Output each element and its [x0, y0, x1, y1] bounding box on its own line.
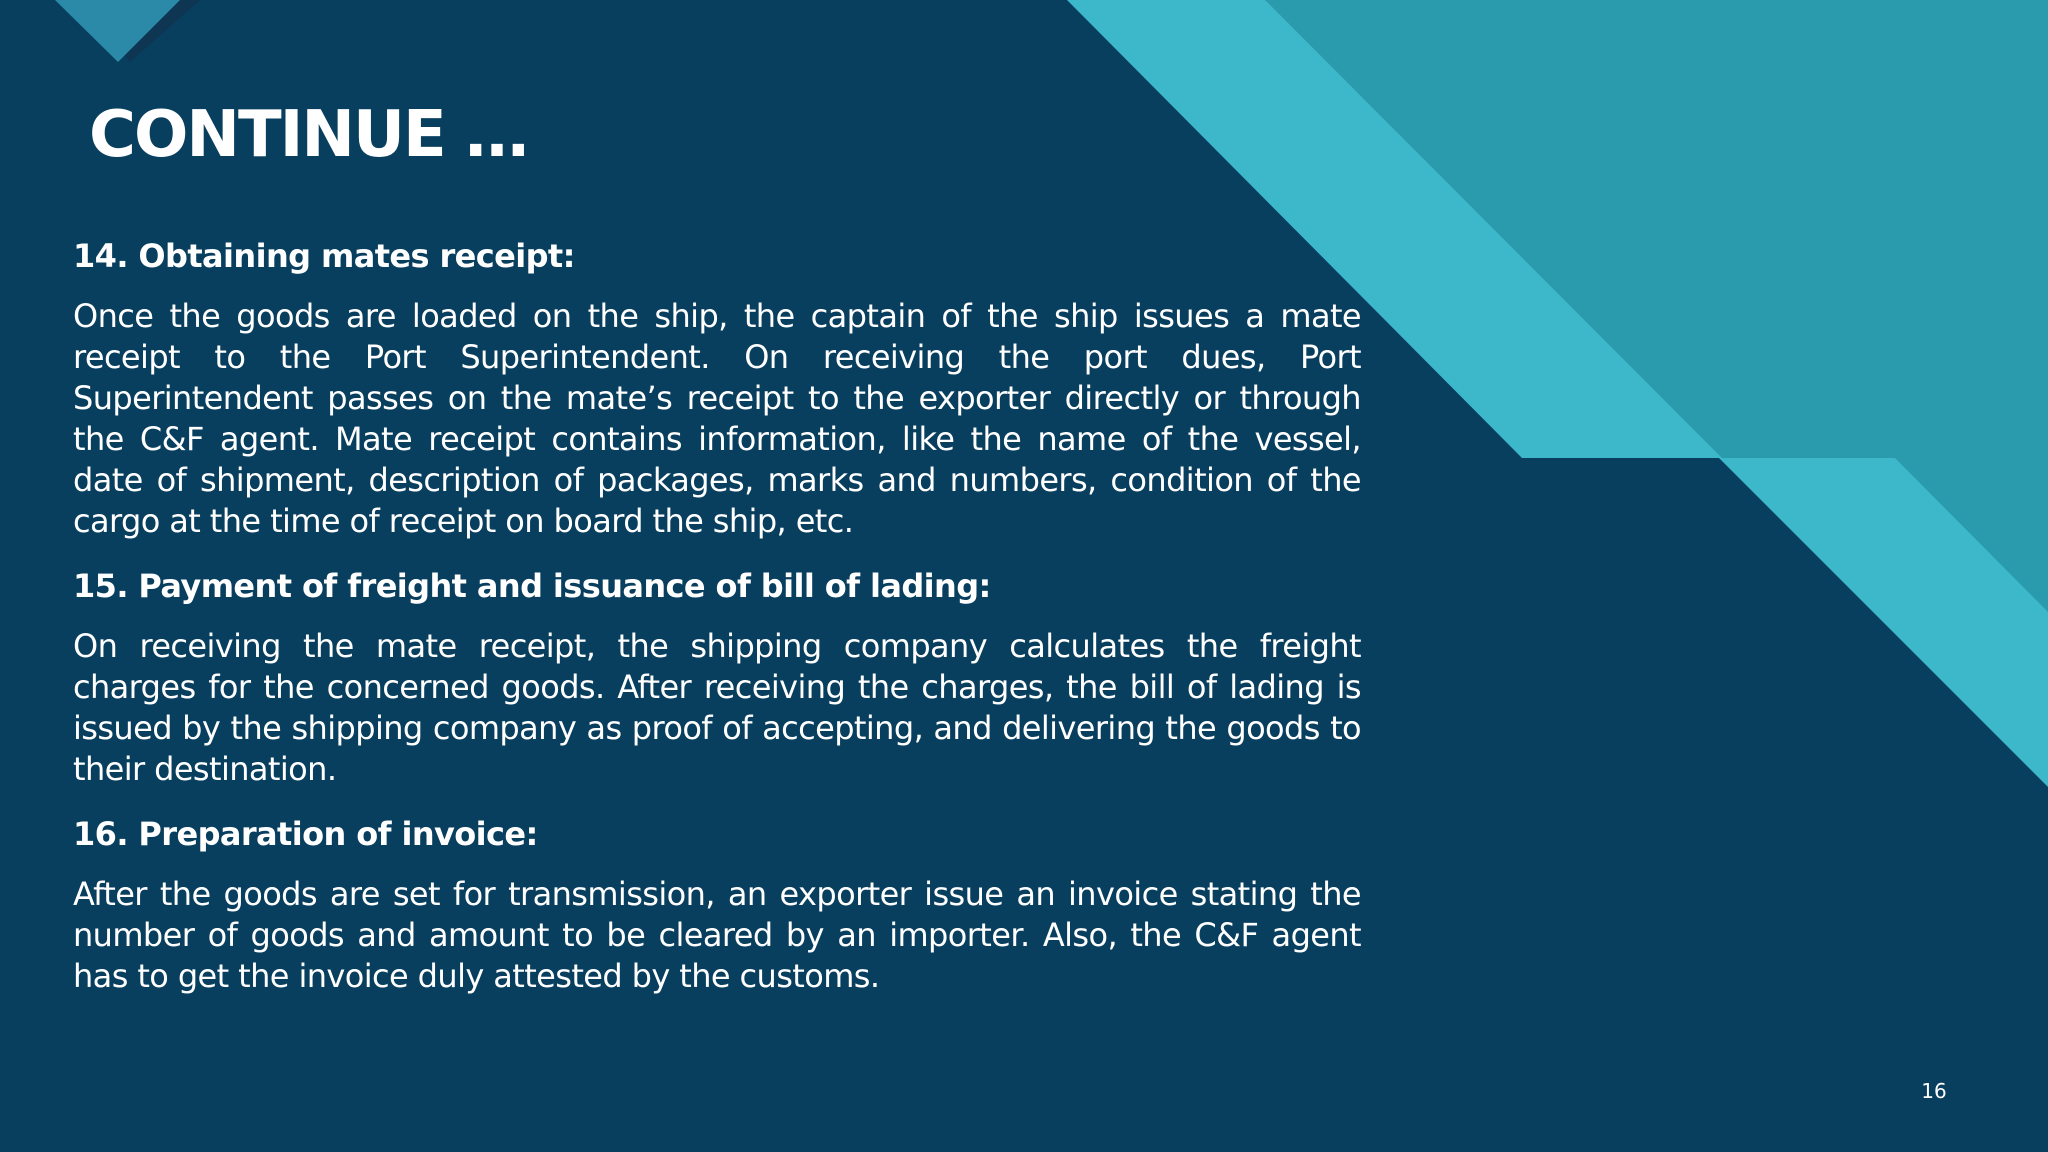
slide-content [73, 230, 1361, 1015]
section-mates-receipt [73, 230, 1361, 542]
section-heading: 14. Obtaining mates receipt: [73, 237, 575, 275]
section-body: On receiving the mate receipt, the shipping company calculates the freight charges for the concerned goods. After receiving the charges, the bill of lading is issued by the shipping company as proof of accepting, and delivering the goods to their destination. [73, 627, 1361, 788]
page-number: 16 [1921, 1079, 1947, 1103]
section-heading: 16. Preparation of invoice: [73, 815, 538, 853]
slide-title: CONTINUE … [89, 98, 527, 172]
section-heading: 15. Payment of freight and issuance of bill of lading: [73, 567, 991, 605]
section-freight-bill-of-lading [73, 560, 1361, 790]
section-body: Once the goods are loaded on the ship, the captain of the ship issues a mate receipt to the Port Superintendent. On receiving the port dues, Port Superintendent passes on the mate’s receipt to the exporter directly or through the C&F agent. Mate receipt contains information, like the name of the vessel, date of shipment, description of packages, marks and numbers, condition of the cargo at the time of receipt on board the ship, etc. [73, 297, 1361, 540]
section-invoice [73, 808, 1361, 997]
section-body: After the goods are set for transmission, an exporter issue an invoice stating the number of goods and amount to be cleared by an importer. Also, the C&F agent has to get the invoice duly attested by the customs. [73, 875, 1361, 995]
